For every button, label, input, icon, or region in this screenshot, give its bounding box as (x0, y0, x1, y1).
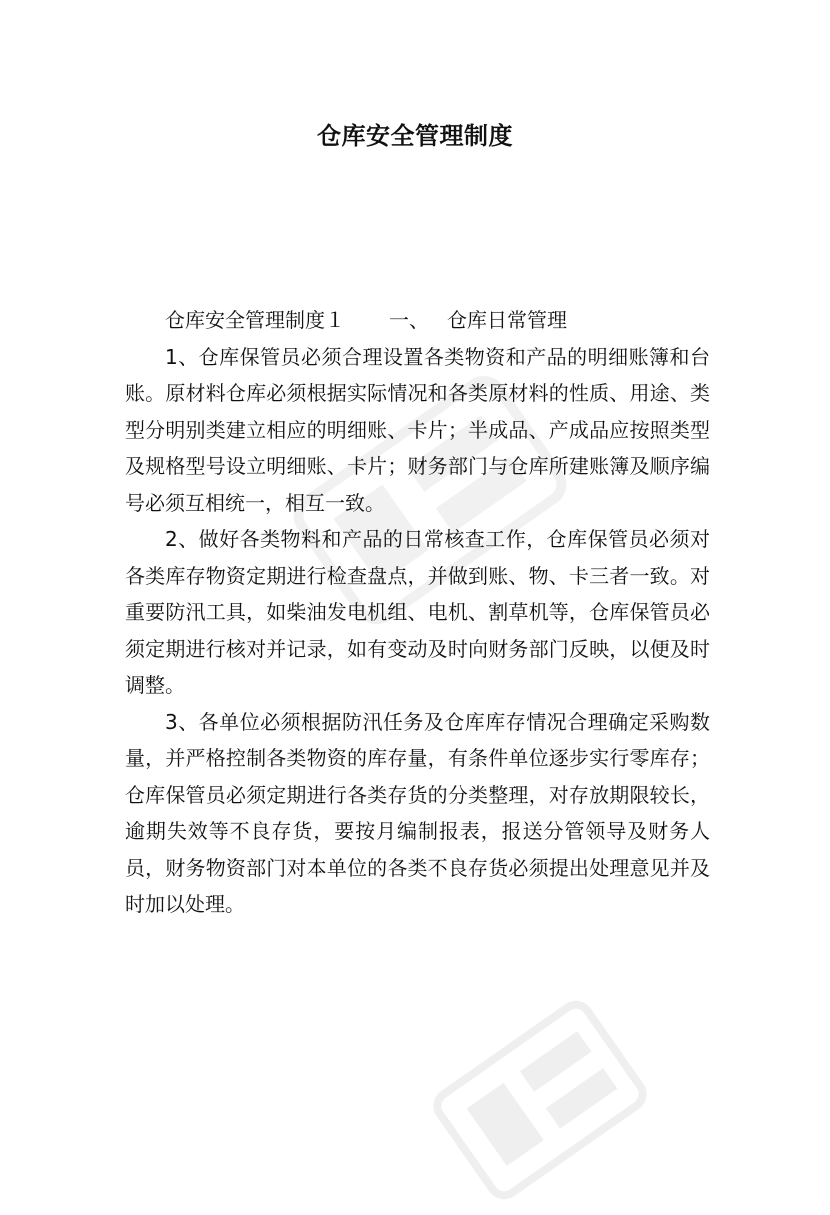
heading-label: 仓库安全管理制度１ (165, 308, 345, 332)
document-body (125, 302, 710, 923)
paragraph-2: 2、做好各类物料和产品的日常核查工作，仓库保管员必须对各类库存物资定期进行检查盘点，并做到账、物、卡三者一致。对重要防汛工具，如柴油发电机组、电机、割草机等，仓库保管员必须定期进行核对并记录，如有变动及时向财务部门反映，以便及时调整。 (125, 527, 710, 697)
document-title: 仓库安全管理制度 (317, 122, 513, 150)
heading-number: 一、 (389, 308, 429, 332)
paragraph-3: 3、各单位必须根据防汛任务及仓库库存情况合理确定采购数量，并严格控制各类物资的库存量，有条件单位逐步实行零库存；仓库保管员必须定期进行各类存货的分类整理，对存放期限较长，逾期失效等不良存货，要按月编制报表，报送分管领导及财务人员，财务物资部门对本单位的各类不良存货必须提出处理意见并及时加以处理。 (125, 709, 710, 916)
paragraph-1: 1、仓库保管员必须合理设置各类物资和产品的明细账簿和台账。原材料仓库必须根据实际情况和各类原材料的性质、用途、类型分明别类建立相应的明细账、卡片；半成品、产成品应按照类型及规格型号设立明细账、卡片；财务部门与仓库所建账簿及顺序编号必须互相统一，相互一致。 (125, 344, 710, 515)
heading-section: 仓库日常管理 (447, 308, 567, 332)
section-heading (125, 302, 710, 339)
watermark-graphic-bottom (418, 985, 662, 1214)
